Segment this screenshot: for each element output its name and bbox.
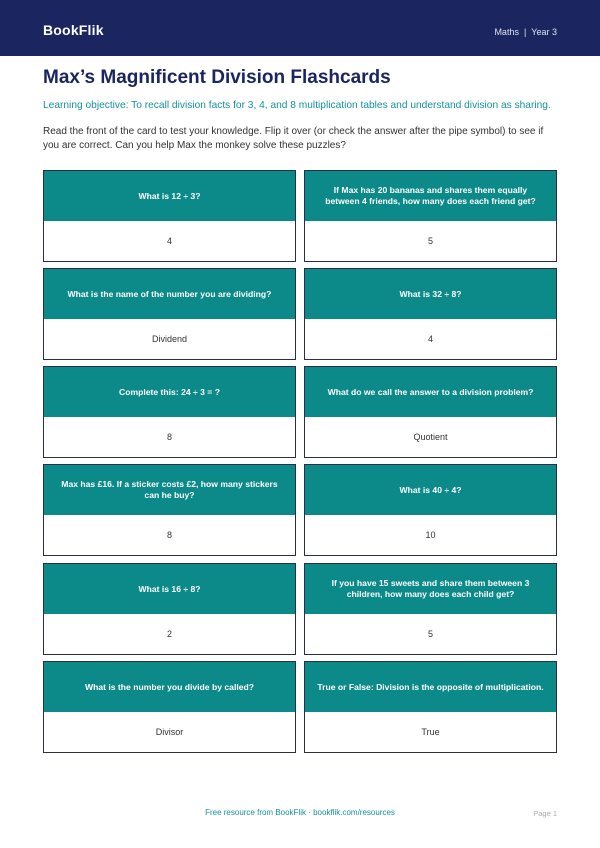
flashcard[interactable] xyxy=(304,366,557,458)
card-question: True or False: Division is the opposite of multiplication. xyxy=(305,662,556,712)
flashcard[interactable] xyxy=(304,563,557,655)
card-answer: True xyxy=(421,727,440,737)
flashcard[interactable] xyxy=(43,464,296,556)
card-question: Complete this: 24 ÷ 3 = ? xyxy=(44,367,295,417)
footer-resource-link[interactable]: Free resource from BookFlik · bookflik.com/resources xyxy=(205,808,395,817)
flashcard[interactable] xyxy=(304,464,557,556)
card-answer: 5 xyxy=(427,629,433,639)
card-answer: 8 xyxy=(166,432,172,442)
card-question: What is 12 ÷ 3? xyxy=(44,171,295,221)
page-header xyxy=(0,0,600,56)
card-answer: 5 xyxy=(427,236,433,246)
flashcard[interactable] xyxy=(43,170,296,262)
card-question: What is 16 ÷ 8? xyxy=(44,564,295,614)
flashcard[interactable] xyxy=(43,661,296,753)
card-question: What is 32 ÷ 8? xyxy=(305,269,556,319)
card-question: What do we call the answer to a division problem? xyxy=(305,367,556,417)
card-answer: 4 xyxy=(427,334,433,344)
card-answer: Divisor xyxy=(155,727,184,737)
flashcard[interactable] xyxy=(304,268,557,360)
card-question: What is the number you divide by called? xyxy=(44,662,295,712)
card-answer: 2 xyxy=(166,629,172,639)
card-question: Max has £16. If a sticker costs £2, how many stickers can he buy? xyxy=(44,465,295,515)
flashcard[interactable] xyxy=(304,170,557,262)
card-question: If you have 15 sweets and share them between 3 children, how many does each child get? xyxy=(305,564,556,614)
header-meta xyxy=(494,27,557,37)
card-answer: Quotient xyxy=(413,432,448,442)
card-answer: 8 xyxy=(166,530,172,540)
card-question: What is 40 ÷ 4? xyxy=(305,465,556,515)
card-question: What is the name of the number you are dividing? xyxy=(44,269,295,319)
subject-label: Maths xyxy=(494,27,519,37)
card-answer: 4 xyxy=(166,236,172,246)
card-answer: 10 xyxy=(425,530,436,540)
meta-separator: | xyxy=(523,27,527,37)
page-number: Page 1 xyxy=(533,809,557,818)
card-answer: Dividend xyxy=(151,334,188,344)
flashcard[interactable] xyxy=(43,563,296,655)
brand-logo[interactable]: BookFlik xyxy=(43,22,104,38)
year-label: Year 3 xyxy=(531,27,557,37)
flashcard[interactable] xyxy=(43,268,296,360)
flashcard[interactable] xyxy=(43,366,296,458)
page-title: Max’s Magnificent Division Flashcards xyxy=(43,67,391,88)
intro-text: Read the front of the card to test your knowledge. Flip it over (or check the answer after the pipe symbol) to see if you are correct. Can you help Max the monkey solve these puzzles? xyxy=(43,126,544,151)
learning-objective: Learning objective: To recall division facts for 3, 4, and 8 multiplication tables and understand division as sharing. xyxy=(43,100,551,111)
flashcard[interactable] xyxy=(304,661,557,753)
card-question: If Max has 20 bananas and shares them equally between 4 friends, how many does each friend get? xyxy=(305,171,556,221)
